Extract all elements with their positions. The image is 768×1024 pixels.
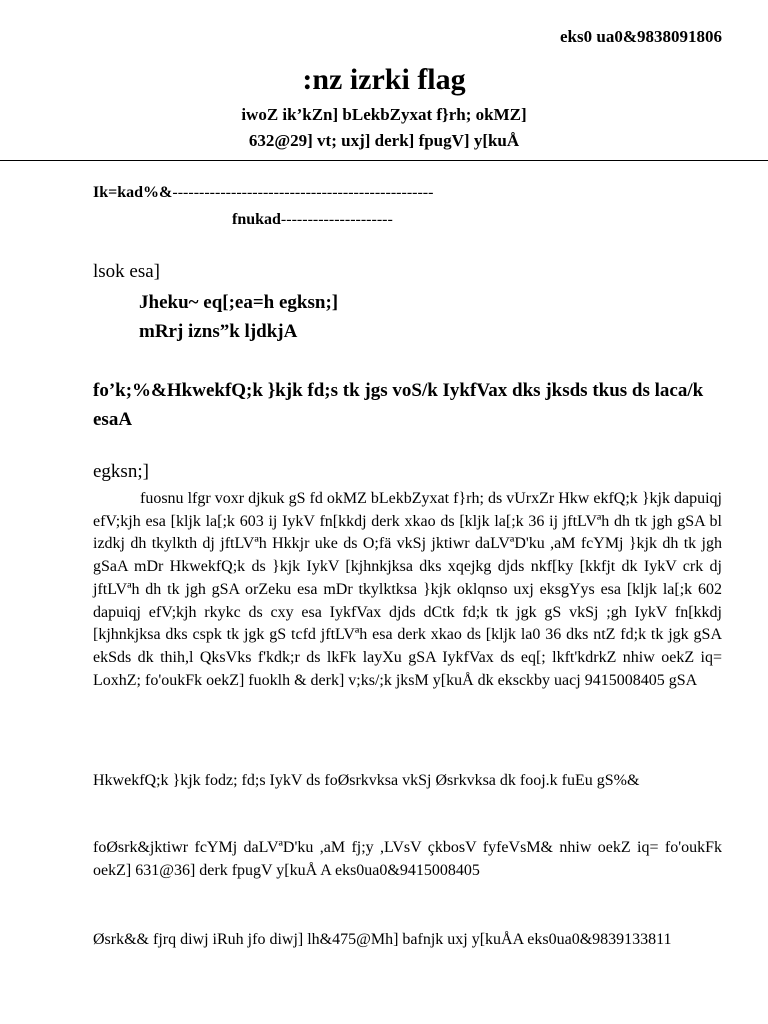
body-paragraph-1: fuosnu lfgr voxr djkuk gS fd okMZ bLekbZyxat f}rh; ds vUrxZr Hkw ekfQ;k }kjk dapuiqj efV;kjh esa [kljk la[;k 603 ij IykV fn[kkdj derk xkao ds [kljk la[;k 36 ij jftLVªh dh tk jgh gSA bl izdkj dh tkylkth dj jftLVªh Hkkjr uke ds O;fä vkSj jktiwr daLVªD'ku ,aM fcYMj }kjk dh tk jgh gSaA mDr HkwekfQ;k ds }kjk IykV [kjhnkjksa dks xqejkg djds nkf[ky [kkfjt dk IykV crk dj jftLVªh dh tk jgh gSA orZeku esa mDr tkylktksa }kjk oklqnso uxj eksgYys esa [kljk la[;k 602 dapuiqj efV;kjh rkykc ds cxy esa IykfVax djds dCtk fd;k tk jgk gS vkSj ;gh IykV fn[kkdj [kjhnkjksa dks cspk tk jgk gS tcfd jftLVªh esa derk xkao ds [kljk la0 36 dks ntZ fd;k tk jgk gSA ekSds dk thih,l QksVks f'kdk;r ds lkFk layXu gSA IykfVax ds eq[; lkft'kdrkZ nhiw oekZ iq= LoxhZ; fo'oukFk oekZ] fuoklh & derk] v;ks/;k jksM y[kuÅ dk eksckby uacj 9415008405 gSA xyxy=(93,490,722,689)
body-paragraph-3: foØsrk&jktiwr fcYMj daLVªD'ku ,aM fj;y ,LVsV çkbosV fyfeVsM& nhiw oekZ iq= fo'oukFk oekZ] 631@36] derk fpugV y[kuÅ A eks0ua0&9415008405 xyxy=(93,839,722,879)
date-label: fnukad xyxy=(232,211,281,228)
subject-line: fo’k;%&HkwekfQ;k }kjk fd;s tk jgs voS/k IykfVax dks jksds tkus ds laca/k esaA xyxy=(93,380,704,430)
organization-title: :nz izrki flag xyxy=(302,63,466,96)
header-divider xyxy=(0,160,768,161)
date-dashes: --------------------- xyxy=(280,211,393,228)
salutation: egksn;] xyxy=(93,461,149,482)
recipient-line-2: mRrj izns”k ljdkjA xyxy=(139,321,298,342)
reference-number-line xyxy=(93,183,433,203)
phone-number: eks0 ua0&9838091806 xyxy=(560,27,722,46)
reference-dashes: ------------------------------------------------- xyxy=(172,184,434,201)
date-line xyxy=(232,210,393,230)
to-label: lsok esa] xyxy=(93,261,161,282)
organization-subtitle-line-1: iwoZ ik’kZn] bLekbZyxat f}rh; okMZ] xyxy=(241,105,527,124)
recipient-line-1: Jheku~ eq[;ea=h egksn;] xyxy=(139,292,339,313)
reference-label: Ik=kad%& xyxy=(93,184,173,201)
organization-subtitle-line-2: 632@29] vt; uxj] derk] fpugV] y[kuÅ xyxy=(248,131,520,150)
body-paragraph-2: HkwekfQ;k }kjk fodz; fd;s IykV ds foØsrkvksa vkSj Øsrkvksa dk fooj.k fuEu gS%& xyxy=(93,772,640,789)
body-paragraph-4: Øsrk&& fjrq diwj iRuh jfo diwj] lh&475@Mh] bafnjk uxj y[kuÅA eks0ua0&9839133811 xyxy=(93,931,672,948)
